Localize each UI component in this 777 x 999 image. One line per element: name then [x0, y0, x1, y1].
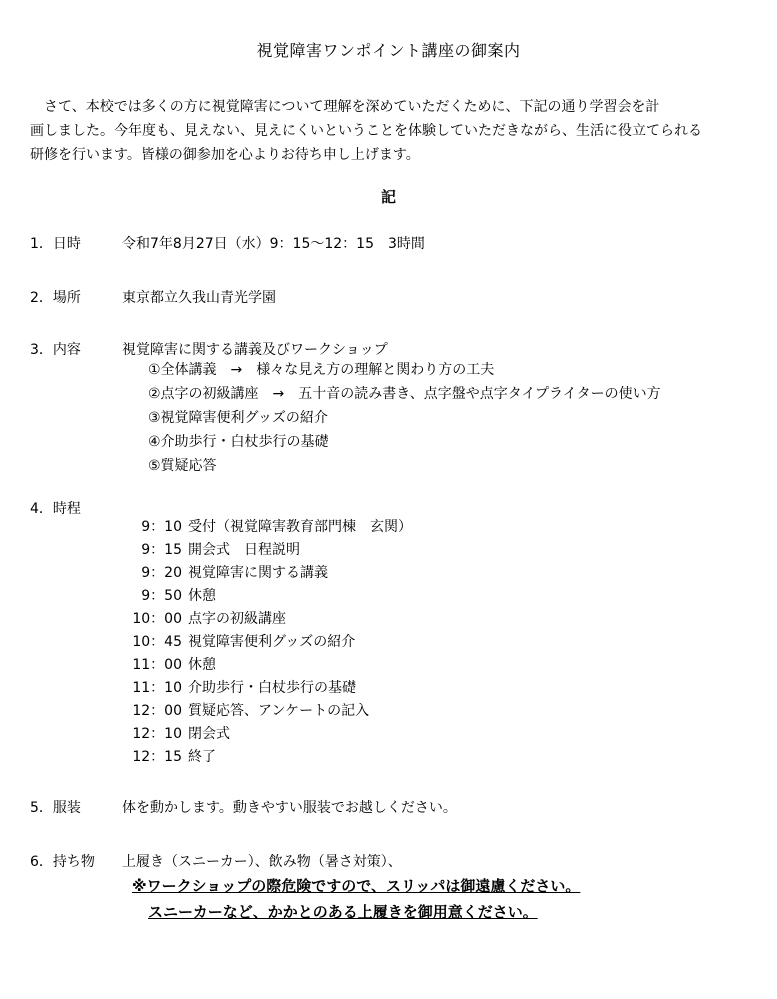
belongings-advice-note: スニーカーなど、かかとのある上履きを御用意ください。 — [148, 903, 538, 921]
schedule-row — [122, 516, 412, 539]
schedule-text: 休憩 — [188, 657, 216, 673]
schedule-time: 9：50 — [141, 588, 182, 604]
schedule-row — [122, 539, 412, 562]
intro-line-2: 画しました。今年度も、見えない、見えにくいということを体験していただきながら、生活に役立てられる — [30, 123, 702, 139]
schedule-text: 視覚障害に関する講義 — [188, 565, 328, 581]
schedule-time: 9：20 — [141, 565, 182, 581]
place-label: 2．場所 — [30, 290, 81, 306]
belongings-label: 6．持ち物 — [30, 854, 95, 870]
schedule-row — [122, 631, 412, 654]
schedule-row — [122, 723, 412, 746]
schedule-row — [122, 562, 412, 585]
schedule-list — [122, 516, 412, 769]
schedule-time: 12：00 — [132, 703, 182, 719]
schedule-text: 点字の初級講座 — [188, 611, 286, 627]
schedule-row — [122, 700, 412, 723]
schedule-text: 休憩 — [188, 588, 216, 604]
content-sub-item: ④介助歩行・白杖歩行の基礎 — [148, 434, 329, 450]
schedule-row — [122, 585, 412, 608]
datetime-value: 令和7年8月27日（水）9：15～12：15 3時間 — [122, 236, 425, 252]
schedule-text: 閉会式 — [188, 726, 230, 742]
schedule-text: 開会式 日程説明 — [188, 542, 300, 558]
content-value: 視覚障害に関する講義及びワークショップ — [122, 342, 388, 358]
content-label: 3．内容 — [30, 342, 81, 358]
intro-paragraph — [30, 95, 755, 167]
place-value: 東京都立久我山青光学園 — [122, 290, 276, 306]
schedule-text: 受付（視覚障害教育部門棟 玄関） — [188, 519, 412, 535]
schedule-time: 9：15 — [141, 542, 182, 558]
clothing-label: 5．服装 — [30, 800, 81, 816]
content-sub-list — [148, 358, 661, 478]
content-sub-item: ②点字の初級講座 → 五十音の読み書き、点字盤や点字タイプライターの使い方 — [148, 386, 661, 402]
schedule-row — [122, 746, 412, 769]
schedule-label: 4．時程 — [30, 501, 81, 517]
schedule-time: 12：10 — [132, 726, 182, 742]
content-sub-item: ③視覚障害便利グッズの紹介 — [148, 410, 328, 426]
schedule-row — [122, 677, 412, 700]
schedule-time: 10：00 — [132, 611, 182, 627]
datetime-label: 1．日時 — [30, 236, 81, 252]
schedule-text: 視覚障害便利グッズの紹介 — [188, 634, 356, 650]
schedule-text: 質疑応答、アンケートの記入 — [188, 703, 370, 719]
intro-line-1: さて、本校では多くの方に視覚障害について理解を深めていただくために、下記の通り学習会を計 — [44, 99, 660, 115]
schedule-text: 終了 — [188, 749, 216, 765]
belongings-value: 上履き（スニーカー）、飲み物（暑さ対策）、 — [122, 854, 402, 870]
clothing-value: 体を動かします。動きやすい服装でお越しください。 — [122, 800, 457, 816]
intro-line-3: 研修を行います。皆様の御参加を心よりお待ち申し上げます。 — [30, 147, 420, 163]
document-title: 視覚障害ワンポイント講座の御案内 — [256, 41, 521, 60]
schedule-row — [122, 654, 412, 677]
schedule-row — [122, 608, 412, 631]
belongings-warning-note: ※ワークショップの際危険ですので、スリッパは御遠慮ください。 — [132, 877, 581, 895]
schedule-text: 介助歩行・白杖歩行の基礎 — [188, 680, 356, 696]
schedule-time: 11：10 — [132, 680, 182, 696]
content-sub-item: ⑤質疑応答 — [148, 458, 217, 474]
schedule-time: 12：15 — [132, 749, 182, 765]
ki-heading: 記 — [380, 188, 396, 206]
schedule-time: 11：00 — [132, 657, 182, 673]
content-sub-item: ①全体講義 → 様々な見え方の理解と関わり方の工夫 — [148, 362, 495, 378]
schedule-time: 9：10 — [141, 519, 182, 535]
schedule-time: 10：45 — [132, 634, 182, 650]
